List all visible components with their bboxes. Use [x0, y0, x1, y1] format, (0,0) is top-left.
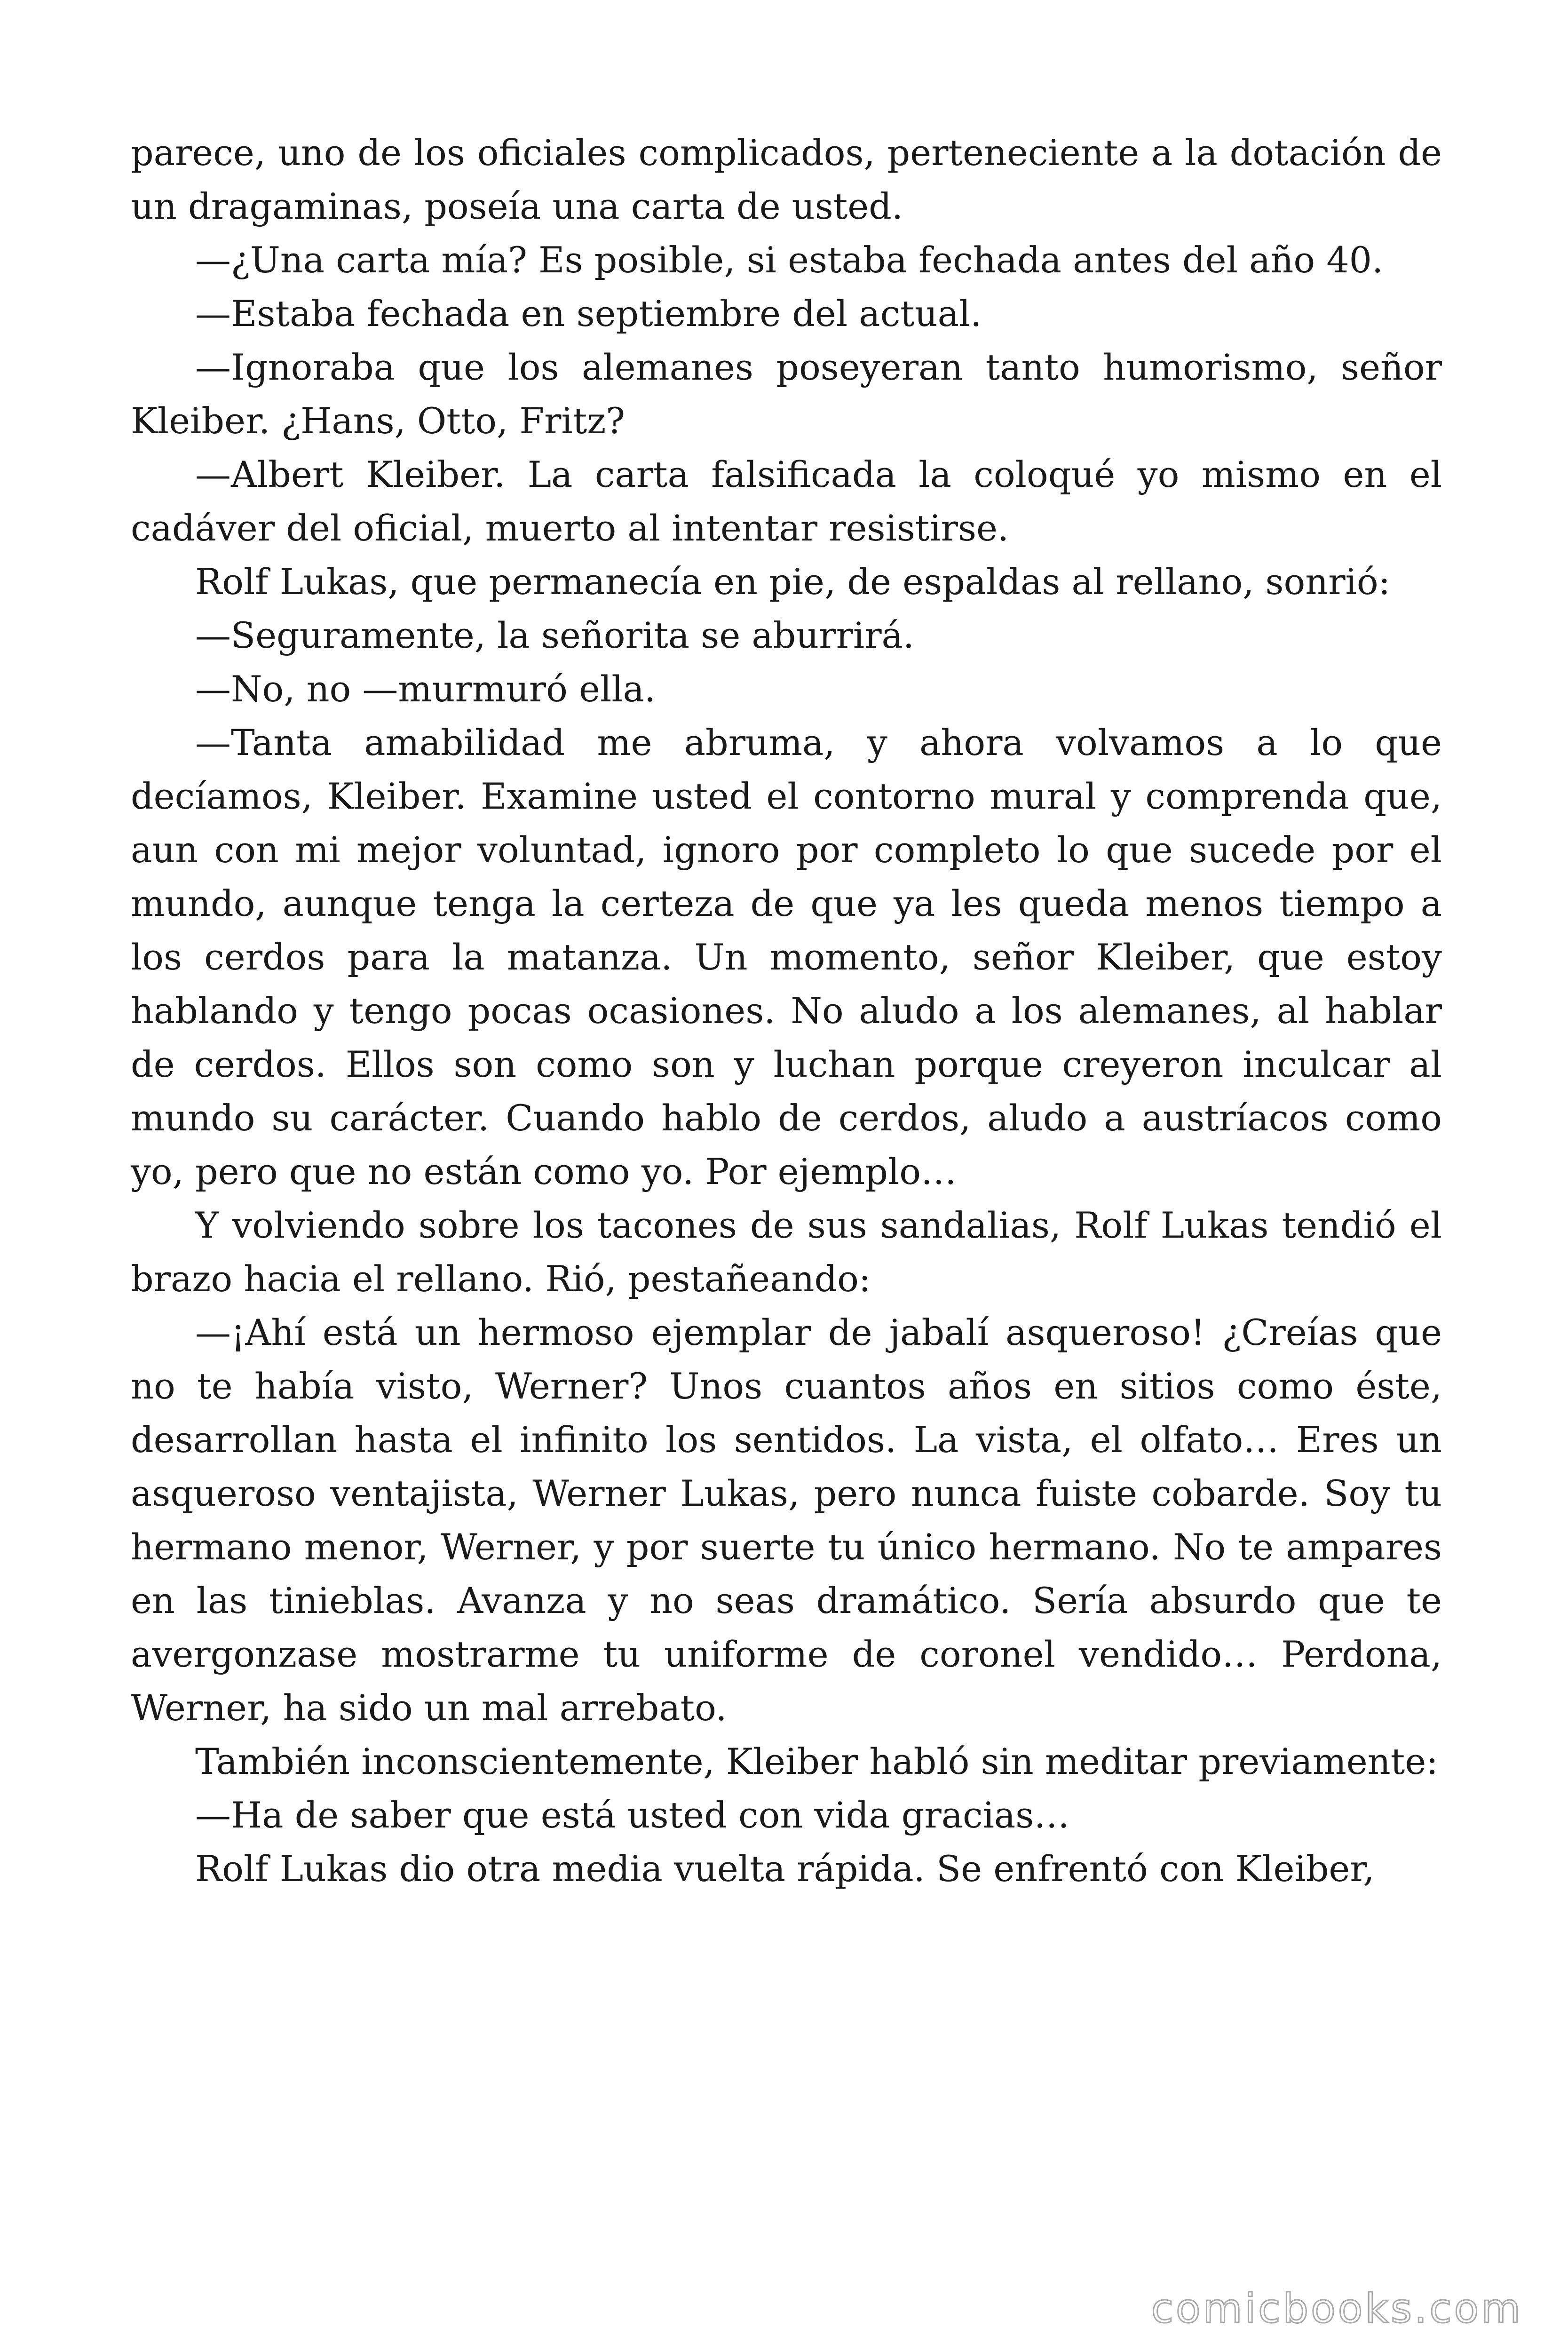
paragraph: —No, no —murmuró ella. — [195, 668, 656, 710]
paragraph: —¡Ahí está un hermoso ejemplar de jabalí asqueroso! ¿Creías que no te había visto, Werner? Unos cuantos años en sitios como éste, desarrollan hasta el infinito los sentidos. La vista, el olfato… Eres un asqueroso ventajista, Werner Lukas, pero nunca fuiste cobarde. Soy tu hermano menor, Werner, y por suerte tu único hermano. No te ampares en las tinieblas. Avanza y no seas dramático. Sería absurdo que te avergonzase mostrarme tu uniforme de coronel vendido… Perdona, Werner, ha sido un mal arrebato. — [131, 1311, 1442, 1729]
paragraph: —¿Una carta mía? Es posible, si estaba fechada antes del año 40. — [195, 239, 1384, 281]
paragraph: —Tanta amabilidad me abruma, y ahora volvamos a lo que decíamos, Kleiber. Examine usted el contorno mural y comprenda que, aun con mi mejor voluntad, ignoro por completo lo que sucede por el mundo, aunque tenga la certeza de que ya les queda menos tiempo a los cerdos para la matanza. Un momento, señor Kleiber, que estoy hablando y tengo pocas ocasiones. No aludo a los alemanes, al hablar de cerdos. Ellos son como son y luchan porque creyeron inculcar al mundo su carácter. Cuando hablo de cerdos, aludo a austríacos como yo, pero que no están como yo. Por ejemplo… — [131, 722, 1442, 1192]
paragraph: También inconscientemente, Kleiber habló sin meditar previamente: — [195, 1740, 1438, 1782]
page-body-text — [131, 126, 1442, 1896]
paragraph: Y volviendo sobre los tacones de sus sandalias, Rolf Lukas tendió el brazo hacia el rellano. Rió, pestañeando: — [131, 1204, 1442, 1300]
watermark: comicbooks.com — [1151, 2285, 1523, 2332]
paragraph: —Ignoraba que los alemanes poseyeran tanto humorismo, señor Kleiber. ¿Hans, Otto, Fritz? — [131, 346, 1442, 442]
paragraph: —Albert Kleiber. La carta falsificada la coloqué yo mismo en el cadáver del oficial, muerto al intentar resistirse. — [131, 453, 1442, 549]
paragraph: Rolf Lukas dio otra media vuelta rápida. Se enfrentó con Kleiber, — [195, 1848, 1375, 1890]
paragraph: —Ha de saber que está usted con vida gracias… — [195, 1794, 1070, 1836]
paragraph: parece, uno de los oficiales complicados, perteneciente a la dotación de un dragaminas, poseía una carta de usted. — [131, 132, 1442, 227]
paragraph: —Estaba fechada en septiembre del actual. — [195, 293, 982, 334]
paragraph: Rolf Lukas, que permanecía en pie, de espaldas al rellano, sonrió: — [195, 561, 1391, 603]
paragraph: —Seguramente, la señorita se aburrirá. — [195, 614, 915, 656]
